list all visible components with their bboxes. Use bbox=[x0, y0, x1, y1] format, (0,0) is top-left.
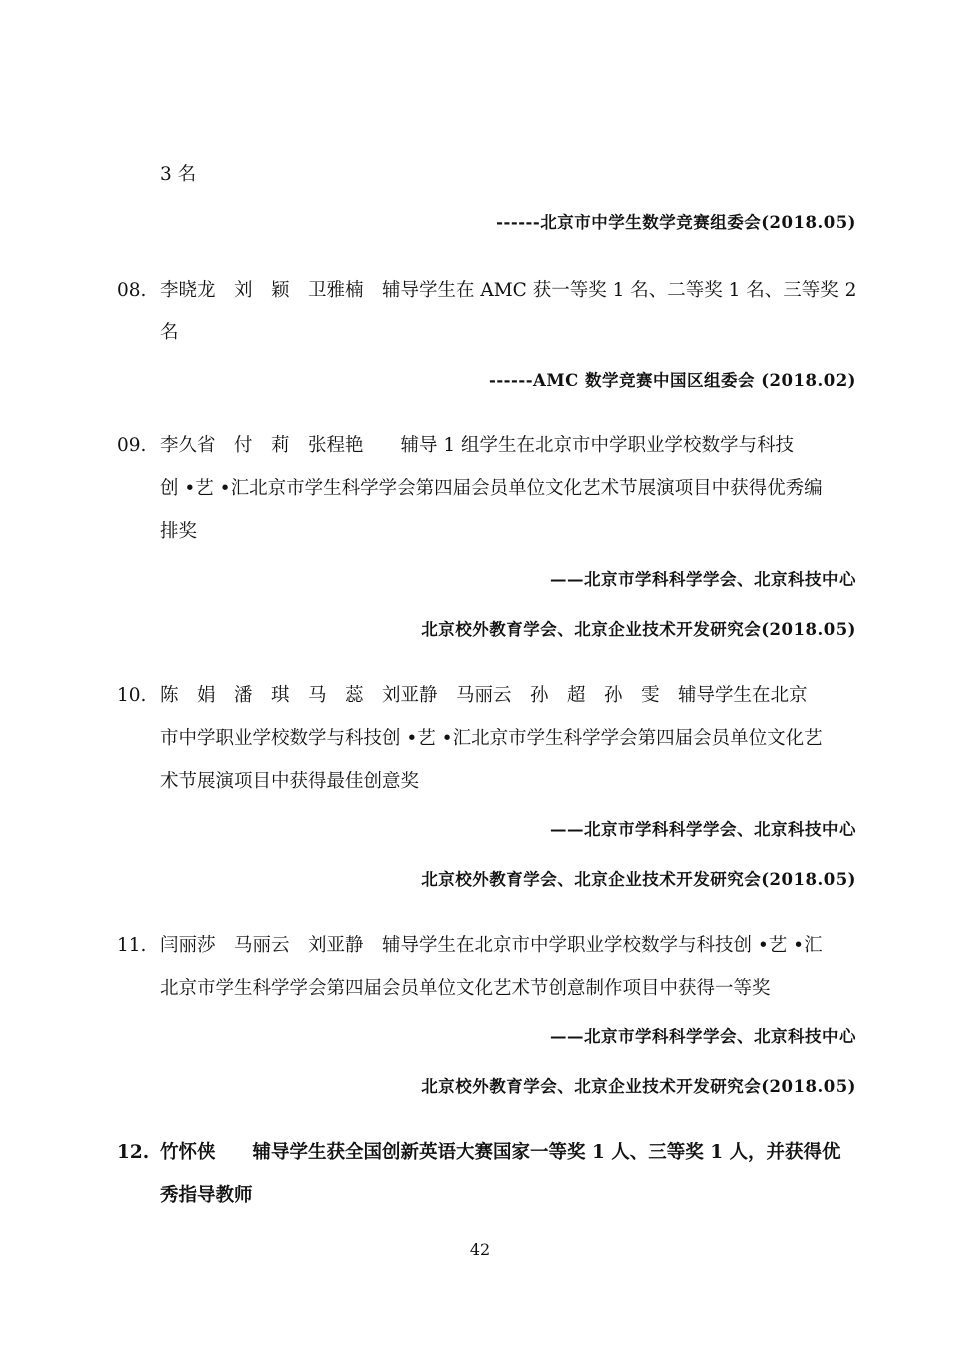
item-11-number: 11. bbox=[117, 935, 147, 956]
item-10-line-2: 市中学职业学校数学与科技创 •艺 •汇北京市学生科学学会第四届会员单位文化艺 bbox=[160, 728, 823, 749]
item-10-line-1: 陈 娟 潘 琪 马 蕊 刘亚静 马丽云 孙 超 孙 雯 辅导学生在北京 bbox=[160, 685, 808, 706]
item-12-line-2: 秀指导教师 bbox=[160, 1185, 253, 1206]
item-08-source: ------AMC 数学竞赛中国区组委会 (2018.02) bbox=[488, 371, 856, 390]
item-10-source-1: ——北京市学科科学学会、北京科技中心 bbox=[550, 820, 856, 839]
item-10-number: 10. bbox=[117, 685, 147, 706]
item-11-line-1: 闫丽莎 马丽云 刘亚静 辅导学生在北京市中学职业学校数学与科技创 •艺 •汇 bbox=[160, 935, 823, 956]
item-10-source-2: 北京校外教育学会、北京企业技术开发研究会(2018.05) bbox=[421, 870, 856, 889]
item-09-number: 09. bbox=[117, 435, 147, 456]
item-10-line-3: 术节展演项目中获得最佳创意奖 bbox=[160, 771, 420, 792]
item-09-source-2: 北京校外教育学会、北京企业技术开发研究会(2018.05) bbox=[421, 620, 856, 639]
page-number: 42 bbox=[469, 1240, 491, 1259]
item-09-line-1: 李久省 付 莉 张程艳 辅导 1 组学生在北京市中学职业学校数学与科技 bbox=[160, 435, 795, 456]
item-08-line-1: 李晓龙 刘 颖 卫雅楠 辅导学生在 AMC 获一等奖 1 名、二等奖 1 名、三等奖 2 bbox=[160, 280, 857, 301]
item-09-source-1: ——北京市学科科学学会、北京科技中心 bbox=[550, 570, 856, 589]
item-12-line-1: 竹怀侠 辅导学生获全国创新英语大赛国家一等奖 1 人、三等奖 1 人，并获得优 bbox=[160, 1142, 841, 1163]
item-09-line-3: 排奖 bbox=[160, 521, 198, 542]
item-09-line-2: 创 •艺 •汇北京市学生科学学会第四届会员单位文化艺术节展演项目中获得优秀编 bbox=[160, 478, 823, 499]
item-08-number: 08. bbox=[117, 280, 147, 301]
item-07-source: ------北京市中学生数学竞赛组委会(2018.05) bbox=[496, 213, 856, 232]
item-11-line-2: 北京市学生科学学会第四届会员单位文化艺术节创意制作项目中获得一等奖 bbox=[160, 978, 771, 999]
item-11-source-1: ——北京市学科科学学会、北京科技中心 bbox=[550, 1027, 856, 1046]
item-07-continuation: 3 名 bbox=[160, 164, 197, 185]
item-12-number: 12. bbox=[117, 1142, 150, 1163]
item-08-line-2: 名 bbox=[160, 322, 179, 343]
item-11-source-2: 北京校外教育学会、北京企业技术开发研究会(2018.05) bbox=[421, 1077, 856, 1096]
